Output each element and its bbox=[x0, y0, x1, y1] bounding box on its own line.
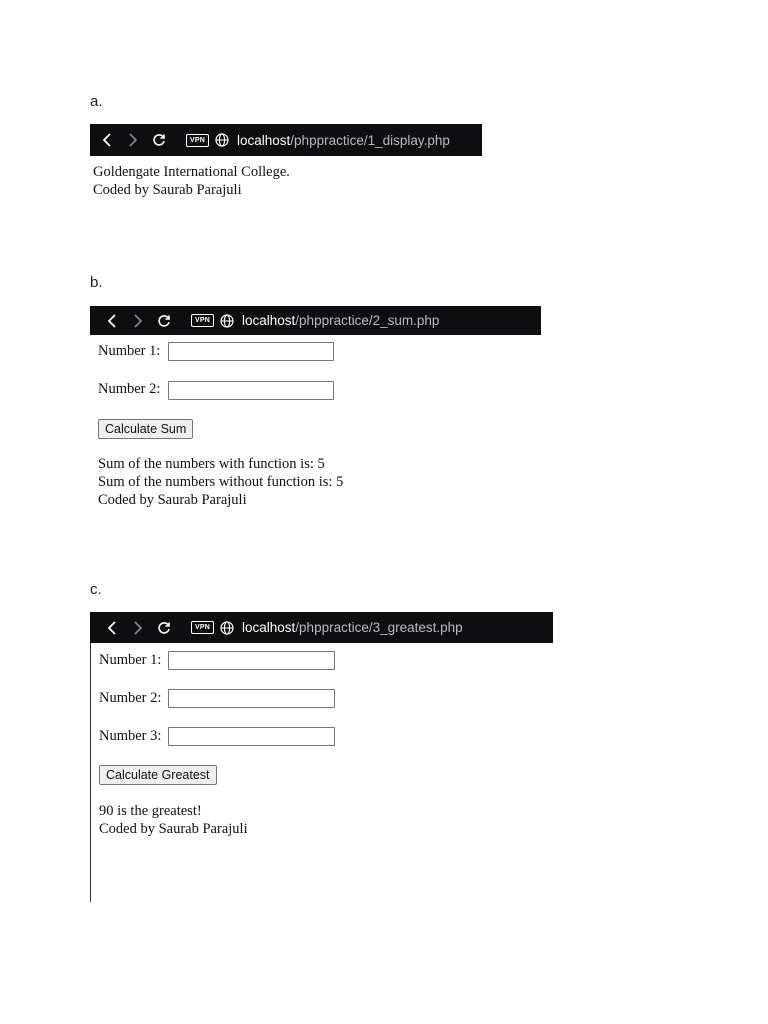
section-b-label: b. bbox=[90, 274, 103, 291]
forward-icon[interactable] bbox=[127, 617, 149, 639]
output-line: Sum of the numbers without function is: 5 bbox=[98, 474, 344, 490]
output-line: Coded by Saurab Parajuli bbox=[98, 492, 247, 508]
url-text[interactable] bbox=[242, 313, 439, 328]
url-text[interactable] bbox=[242, 620, 463, 635]
number2-input[interactable] bbox=[168, 381, 334, 400]
globe-icon bbox=[215, 133, 229, 147]
url-host: localhost bbox=[242, 313, 296, 328]
number2-label: Number 2: bbox=[99, 690, 162, 706]
browser-address-bar-a bbox=[90, 124, 482, 156]
url-path: /phppractice/2_sum.php bbox=[295, 313, 440, 328]
number3-input[interactable] bbox=[168, 727, 335, 746]
number3-label: Number 3: bbox=[99, 728, 162, 744]
output-line: Coded by Saurab Parajuli bbox=[93, 182, 242, 198]
output-line: Coded by Saurab Parajuli bbox=[99, 821, 248, 837]
calculate-greatest-button[interactable]: Calculate Greatest bbox=[99, 765, 217, 785]
vpn-badge[interactable]: VPN bbox=[186, 134, 209, 147]
number2-label: Number 2: bbox=[98, 381, 161, 397]
browser-address-bar-c bbox=[90, 612, 553, 643]
url-path: /phppractice/1_display.php bbox=[290, 132, 450, 148]
section-c-label: c. bbox=[90, 581, 102, 598]
globe-icon bbox=[220, 314, 234, 328]
browser-address-bar-b bbox=[90, 306, 541, 335]
vpn-badge[interactable]: VPN bbox=[191, 314, 214, 327]
reload-icon[interactable] bbox=[148, 129, 170, 151]
url-text[interactable] bbox=[237, 133, 450, 148]
back-icon[interactable] bbox=[101, 310, 123, 332]
section-a-label: a. bbox=[90, 93, 103, 110]
url-host: localhost bbox=[237, 132, 291, 148]
forward-icon[interactable] bbox=[127, 310, 149, 332]
url-path: /phppractice/3_greatest.php bbox=[295, 620, 463, 635]
reload-icon[interactable] bbox=[153, 310, 175, 332]
back-icon[interactable] bbox=[96, 129, 118, 151]
forward-icon[interactable] bbox=[122, 129, 144, 151]
number1-input[interactable] bbox=[168, 342, 334, 361]
number1-label: Number 1: bbox=[99, 652, 162, 668]
number2-input[interactable] bbox=[168, 689, 335, 708]
output-line: 90 is the greatest! bbox=[99, 803, 202, 819]
back-icon[interactable] bbox=[101, 617, 123, 639]
page-left-border bbox=[90, 643, 91, 902]
output-line: Sum of the numbers with function is: 5 bbox=[98, 456, 325, 472]
globe-icon bbox=[220, 621, 234, 635]
number1-input[interactable] bbox=[168, 651, 335, 670]
vpn-badge[interactable]: VPN bbox=[191, 621, 214, 634]
number1-label: Number 1: bbox=[98, 343, 161, 359]
reload-icon[interactable] bbox=[153, 617, 175, 639]
url-host: localhost bbox=[242, 620, 296, 635]
output-line: Goldengate International College. bbox=[93, 164, 290, 180]
calculate-sum-button[interactable]: Calculate Sum bbox=[98, 419, 193, 439]
